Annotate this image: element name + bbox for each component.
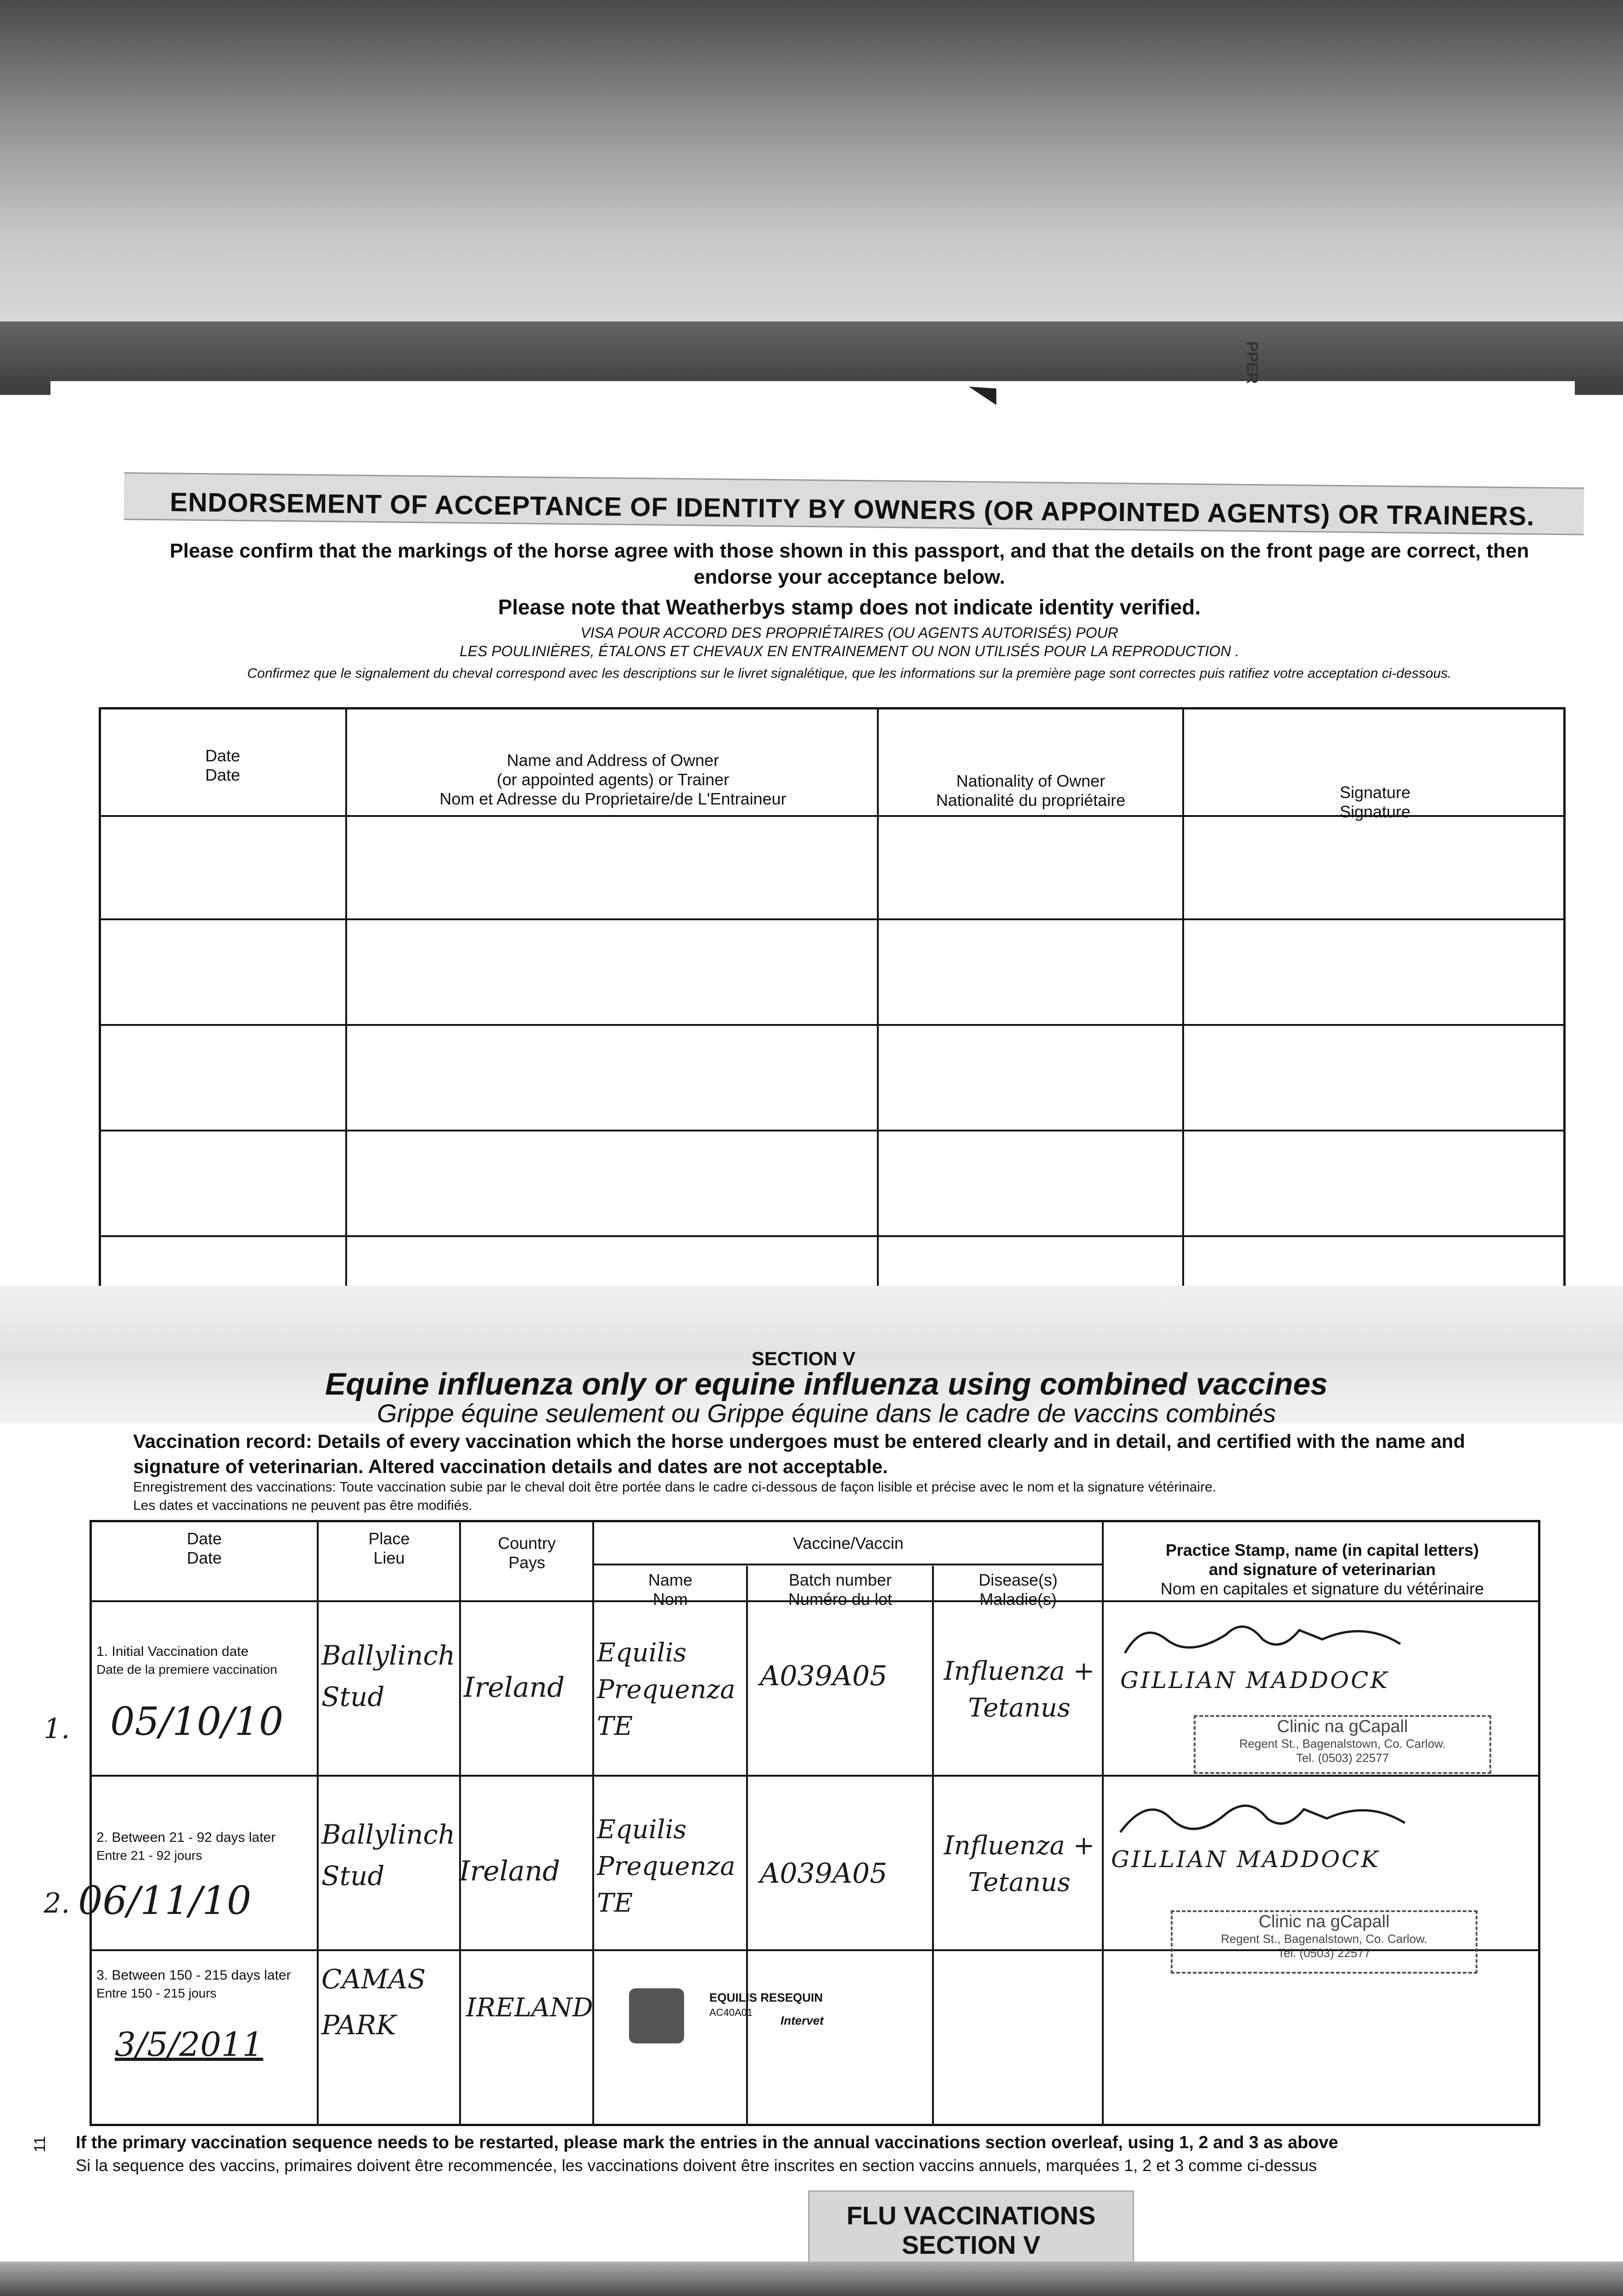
table-divider <box>877 707 879 1327</box>
vh-date: Date Date <box>186 1529 222 1567</box>
table-row-line <box>592 1564 1102 1565</box>
sticker-product: EQUILIS RESEQUIN <box>709 1991 823 2004</box>
scan-shadow <box>0 0 1623 395</box>
row2-label: 2. Between 21 - 92 days later <box>96 1830 276 1845</box>
table-divider <box>1102 1520 1104 2126</box>
row2-vet-signature <box>1106 1786 1520 1846</box>
table-divider <box>345 707 347 1327</box>
endorsement-french-1: VISA POUR ACCORD DES PROPRIÉTAIRES (OU AGENTS AUTORISÉS) POUR <box>580 625 1118 641</box>
row3-date: 3/5/2011 <box>115 2025 264 2064</box>
row1-clinic-stamp: Clinic na gCapall Regent St., Bagenalstown, Co. Carlow. Tel. (0503) 22577 <box>1194 1715 1491 1774</box>
endorsement-instruction-1: Please confirm that the markings of the horse agree with those shown in this passport, and that the details on the front page are correct, then <box>169 540 1529 562</box>
row1-vet-signature <box>1106 1612 1520 1667</box>
table-divider <box>932 1566 934 2126</box>
row1-label-fr: Date de la premiere vaccination <box>96 1662 277 1677</box>
vh-place: Place Lieu <box>368 1529 410 1567</box>
section-v-title: Equine influenza only or equine influenza using combined vaccines <box>325 1367 1328 1401</box>
table-divider <box>317 1520 319 2126</box>
table-divider <box>746 1566 748 2126</box>
row2-batch: A039A05 <box>760 1857 887 1890</box>
table-row-line <box>99 918 1566 920</box>
record-text-2: signature of veterinarian. Altered vaccination details and dates are not acceptable. <box>133 1456 888 1477</box>
scan-bottom-edge <box>0 2262 1623 2296</box>
col-owner: Name and Address of Owner (or appointed agents) or Trainer Nom et Adresse du Proprietaire/de L'Entraineur <box>439 751 786 808</box>
row1-vet-name: GILLIAN MADDOCK <box>1120 1667 1389 1694</box>
row2-index: 2. <box>44 1887 70 1919</box>
table-row-line <box>99 1235 1566 1237</box>
vh-vaccine: Vaccine/Vaccin <box>793 1534 904 1553</box>
section-v-label: SECTION V <box>751 1348 856 1369</box>
record-french-1: Enregistrement des vaccinations: Toute vaccination subie par le cheval doit être portée dans le cadre ci-dessous de façon lisible et précise avec le nom et la signature vétérinaire. <box>133 1480 1217 1495</box>
endorsement-note: Please note that Weatherbys stamp does not indicate identity verified. <box>498 595 1201 619</box>
row2-clinic-stamp: Clinic na gCapall Regent St., Bagenalstown, Co. Carlow. Tel. (0503) 22577 <box>1171 1910 1477 1974</box>
table-divider <box>592 1520 594 2126</box>
page-number: 11 <box>31 2136 49 2153</box>
row2-vaccine: Equilis Prequenza TE <box>597 1815 736 1918</box>
row2-label-fr: Entre 21 - 92 jours <box>96 1848 202 1863</box>
table-row-line <box>99 1130 1566 1131</box>
row3-label-fr: Entre 150 - 215 jours <box>96 1986 217 2000</box>
row1-date: 05/10/10 <box>110 1699 284 1744</box>
row2-date: 06/11/10 <box>78 1878 252 1923</box>
vh-name: Name Nom <box>648 1570 693 1609</box>
table-divider <box>459 1520 461 2126</box>
col-nationality: Nationality of Owner Nationalité du propriétaire <box>936 771 1126 810</box>
table-row-line <box>90 1775 1540 1777</box>
row2-country: Ireland <box>459 1855 560 1887</box>
col-date: Date Date <box>205 746 241 784</box>
endorsement-instruction-2: endorse your acceptance below. <box>693 566 1005 588</box>
row3-label: 3. Between 150 - 215 days later <box>96 1968 291 1983</box>
footer-section-tab <box>808 2190 1134 2273</box>
footnote-en: If the primary vaccination sequence needs to be restarted, please mark the entries in the annual vaccinations section overleaf, using 1, 2 and 3 as above <box>76 2133 1338 2152</box>
row1-batch: A039A05 <box>760 1660 887 1692</box>
row1-country: Ireland <box>464 1671 565 1704</box>
intervet-logo <box>629 1988 684 2043</box>
row3-country: IRELAND <box>466 1993 593 2023</box>
vh-country: Country Pays <box>498 1534 556 1572</box>
table-divider <box>1182 707 1184 1327</box>
footer-line-2: SECTION V <box>902 2230 1040 2259</box>
row2-place: Ballylinch Stud <box>321 1819 455 1891</box>
row1-vaccine: Equilis Prequenza TE <box>597 1638 736 1741</box>
header-fragment: PPER <box>1243 341 1261 384</box>
row1-place: Ballylinch Stud <box>321 1640 455 1712</box>
endorsement-french-2: LES POULINIÈRES, ÉTALONS ET CHEVAUX EN ENTRAINEMENT OU NON UTILISÉS POUR LA REPRODUCTION . <box>459 643 1240 659</box>
row1-index: 1. <box>44 1713 70 1745</box>
vh-batch: Batch number Numéro du lot <box>788 1570 893 1609</box>
section-v-subtitle: Grippe équine seulement ou Grippe équine dans le cadre de vaccins combinés <box>376 1399 1276 1428</box>
col-signature: Signature Signature <box>1339 783 1411 821</box>
record-french-2: Les dates et vaccinations ne peuvent pas être modifiés. <box>133 1498 472 1513</box>
endorsement-banner: ENDORSEMENT OF ACCEPTANCE OF IDENTITY BY OWNERS (OR APPOINTED AGENTS) OR TRAINERS. <box>169 487 1535 532</box>
row1-label: 1. Initial Vaccination date <box>96 1644 249 1659</box>
row1-disease: Influenza + Tetanus <box>943 1656 1095 1723</box>
sticker-batch: AC40A01 <box>709 2007 753 2018</box>
row2-disease: Influenza + Tetanus <box>943 1831 1095 1897</box>
endorsement-french-3: Confirmez que le signalement du cheval correspond avec les descriptions sur le livret signalétique, que les informations sur la première page sont correctes puis ratifiez votre acceptation ci-dessous. <box>247 666 1452 681</box>
row3-place: CAMAS PARK <box>321 1964 426 2041</box>
table-row-line <box>99 1024 1566 1026</box>
footnote-fr: Si la sequence des vaccins, primaires doivent être recommencée, les vaccinations doivent être inscrites en section vaccins annuels, marquées 1, 2 et 3 comme ci-dessus <box>76 2156 1317 2175</box>
row2-vet-name: GILLIAN MADDOCK <box>1111 1846 1380 1873</box>
record-text-1: Vaccination record: Details of every vaccination which the horse undergoes must be entered clearly and in detail, and certified with the name and <box>133 1430 1466 1452</box>
footer-line-1: FLU VACCINATIONS <box>846 2201 1096 2230</box>
sticker-brand: Intervet <box>781 2014 824 2027</box>
vh-stamp: Practice Stamp, name (in capital letters) and signature of veterinarian Nom en capitales et signature du vétérinaire <box>1160 1541 1484 1598</box>
vh-disease: Disease(s) Maladie(s) <box>978 1570 1058 1609</box>
